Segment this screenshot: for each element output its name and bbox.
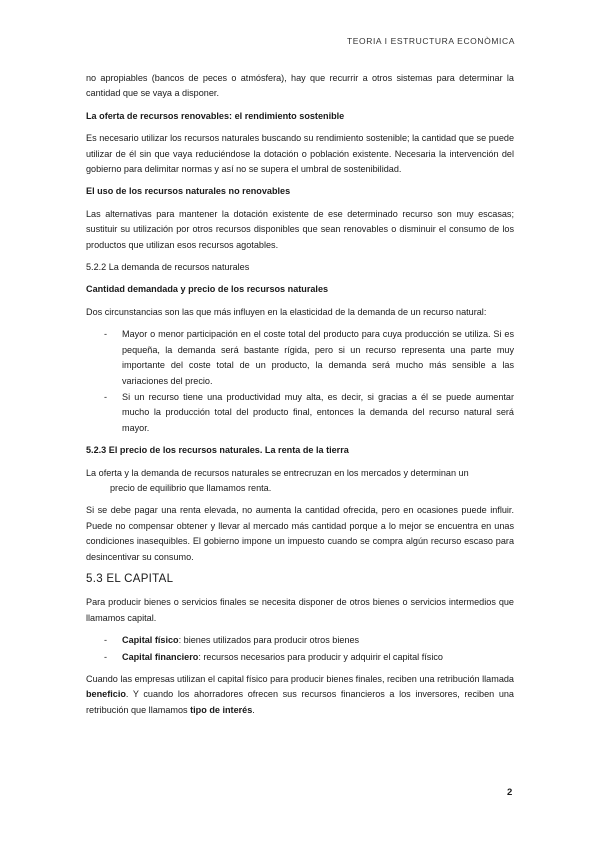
list-item xyxy=(86,390,514,436)
price-paragraph-line1: La oferta y la demanda de recursos naturales se entrecruzan en los mercados y determinan un xyxy=(86,467,469,478)
intro-paragraph: no apropiables (bancos de peces o atmósfera), hay que recurrir a otros sistemas para determinar la cantidad que se vaya a disponer. xyxy=(86,73,514,99)
final-text-1: Cuando las empresas utilizan el capital físico para producir bienes finales, reciben una retribución llamada xyxy=(86,674,514,684)
renewable-paragraph: Es necesario utilizar los recursos naturales buscando su rendimiento sostenible; la cantidad que se puede utilizar de él sin que vaya reduciéndose la dotación o población existente. Necesaria la intervención del gobierno para delimitar normas y así no se supera el umbral de sostenibilidad. xyxy=(86,133,514,175)
section-5-3-title: 5.3 EL CAPITAL xyxy=(86,572,174,585)
page-body xyxy=(86,71,514,725)
list-dash: - xyxy=(104,651,108,662)
elasticity-list xyxy=(86,327,514,436)
list-item-text: : recursos necesarios para producir y adquirir el capital físico xyxy=(198,651,443,662)
term-beneficio: beneficio xyxy=(86,689,126,700)
final-text-2: . Y cuando los ahorradores ofrecen sus recursos financieros a los inversores, reciben una retribución que llamamos xyxy=(86,689,514,715)
list-dash: - xyxy=(104,391,108,402)
list-item-text: Si un recurso tiene una productividad muy alta, es decir, si gracias a él se puede aumentar mucho la producción total del producto final, entonces la demanda del recurso natural será mayor. xyxy=(122,391,514,433)
final-text-3: . xyxy=(252,704,255,715)
list-item xyxy=(86,650,514,665)
heading-5-2-3: 5.2.3 El precio de los recursos naturales. La renta de la tierra xyxy=(86,445,349,456)
subsection-5-2-2: 5.2.2 La demanda de recursos naturales xyxy=(86,262,250,273)
list-item-term: Capital físico xyxy=(122,635,179,646)
heading-quantity-demanded: Cantidad demandada y precio de los recursos naturales xyxy=(86,284,329,295)
heading-renewable-supply: La oferta de recursos renovables: el rendimiento sostenible xyxy=(86,110,345,121)
list-dash: - xyxy=(104,635,108,646)
price-paragraph-line2: precio de equilibrio que llamamos renta. xyxy=(110,482,272,493)
rent-paragraph: Si se debe pagar una renta elevada, no aumenta la cantidad ofrecida, pero en ocasiones puede influir. Puede no compensar obtener y llevar al mercado más cantidad porque a lo mejor se encuentra en unas condiciones inasequibles. El gobierno impone un impuesto cuando se compra algún recurso escaso para desincentivar su consumo. xyxy=(86,505,514,562)
running-header: TEORIA I ESTRUCTURA ECONÒMICA xyxy=(346,36,515,46)
list-item-text: : bienes utilizados para producir otros bienes xyxy=(178,635,360,646)
heading-nonrenewable-use: El uso de los recursos naturales no renovables xyxy=(86,186,291,197)
term-tipo-interes: tipo de interés xyxy=(190,704,253,715)
capital-list xyxy=(86,633,514,665)
capital-paragraph: Para producir bienes o servicios finales se necesita disponer de otros bienes o servicios intermedios que llamamos capital. xyxy=(86,597,514,623)
page-number: 2 xyxy=(507,787,513,798)
quantity-paragraph: Dos circunstancias son las que más influyen en la elasticidad de la demanda de un recurso natural: xyxy=(86,306,487,317)
list-item xyxy=(86,633,514,648)
final-paragraph xyxy=(86,672,514,718)
list-item-term: Capital financiero xyxy=(122,651,199,662)
list-item xyxy=(86,327,514,389)
list-dash: - xyxy=(104,329,108,340)
nonrenewable-paragraph: Las alternativas para mantener la dotación existente de ese determinado recurso son muy escasas; sustituir su utilización por otros recursos disponibles que sean renovables o disminuir el consumo de los productos que utilizan esos recursos agotables. xyxy=(86,208,514,250)
list-item-text: Mayor o menor participación en el coste total del producto para cuya producción se utiliza. Si es pequeña, la demanda será bastante rígida, pero si un recurso representa una parte muy importante del coste total de un producto, la demanda será mucho más sensible a las variaciones del precio. xyxy=(122,329,514,386)
